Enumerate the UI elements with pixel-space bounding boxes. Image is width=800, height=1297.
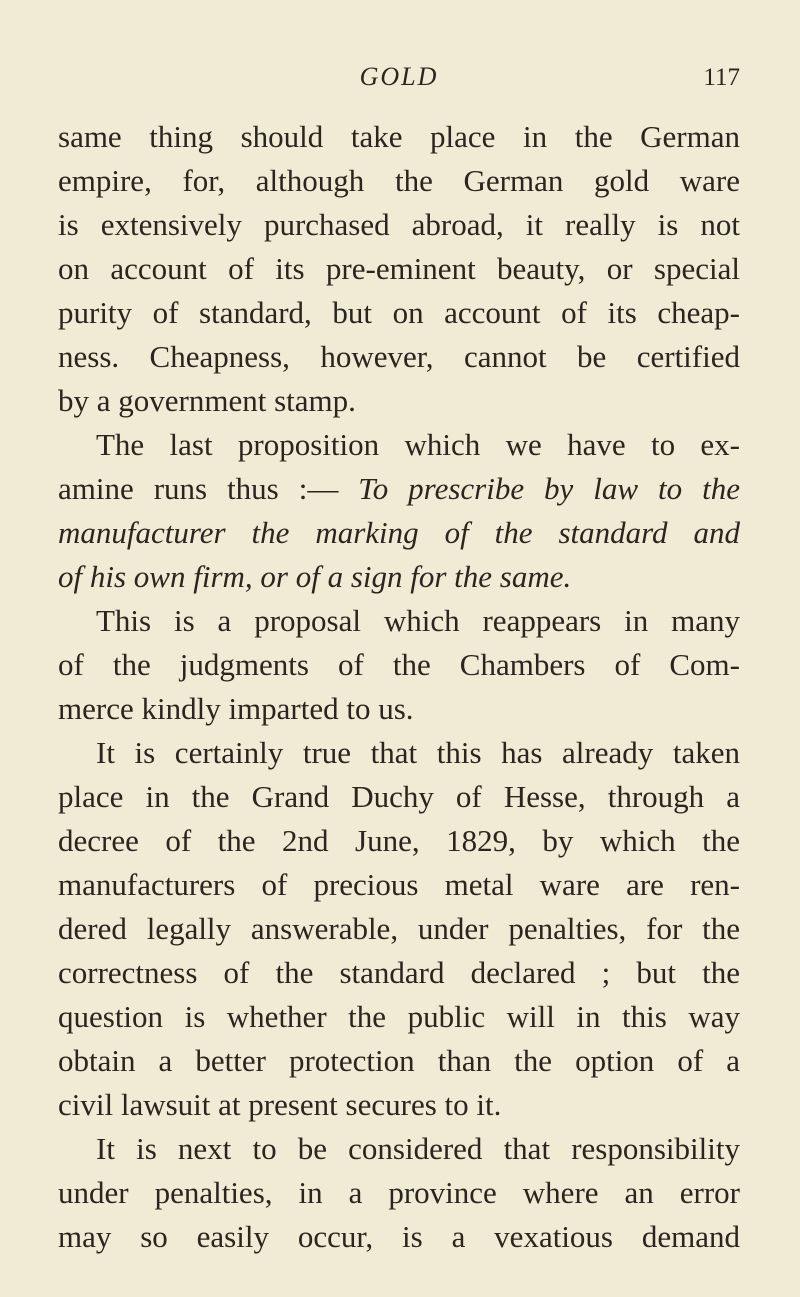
text-line: obtain a better protection than the option of a (58, 1043, 740, 1078)
text-line: manufacturer the marking of the standard and (58, 515, 740, 550)
italic-segment: To prescribe by law to the (358, 471, 740, 506)
text-line: This is a proposal which reappears in many (96, 603, 740, 638)
text-line: empire, for, although the German gold ware (58, 163, 740, 198)
text-line: is extensively purchased abroad, it really is not (58, 207, 740, 242)
text-line: correctness of the standard declared ; but the (58, 955, 740, 990)
text-line: decree of the 2nd June, 1829, by which the (58, 823, 740, 858)
text-line: on account of its pre-eminent beauty, or special (58, 251, 740, 286)
text-line: manufacturers of precious metal ware are ren- (58, 867, 740, 902)
text-line: may so easily occur, is a vexatious demand (58, 1219, 740, 1254)
text-line: of the judgments of the Chambers of Com- (58, 647, 740, 682)
text-line: purity of standard, but on account of its cheap- (58, 295, 740, 330)
running-head (58, 62, 740, 98)
text-line: question is whether the public will in this way (58, 999, 740, 1034)
text-line: of his own firm, or of a sign for the same. (58, 559, 572, 594)
text-line: ness. Cheapness, however, cannot be certified (58, 339, 740, 374)
text-line: merce kindly imparted to us. (58, 691, 414, 726)
text-segment: amine runs thus :— (58, 471, 339, 506)
text-line: under penalties, in a province where an error (58, 1175, 740, 1210)
text-line-mixed (58, 470, 740, 508)
text-line: It is next to be considered that responsibility (96, 1131, 740, 1166)
text-line: civil lawsuit at present secures to it. (58, 1087, 502, 1122)
page-number: 117 (703, 64, 740, 91)
text-line: The last proposition which we have to ex- (96, 427, 740, 462)
text-line: It is certainly true that this has already taken (96, 735, 740, 770)
running-title: GOLD (359, 62, 439, 91)
text-line: same thing should take place in the German (58, 119, 740, 154)
text-line: place in the Grand Duchy of Hesse, through a (58, 779, 740, 814)
text-line: by a government stamp. (58, 383, 356, 418)
text-line: dered legally answerable, under penalties, for the (58, 911, 740, 946)
